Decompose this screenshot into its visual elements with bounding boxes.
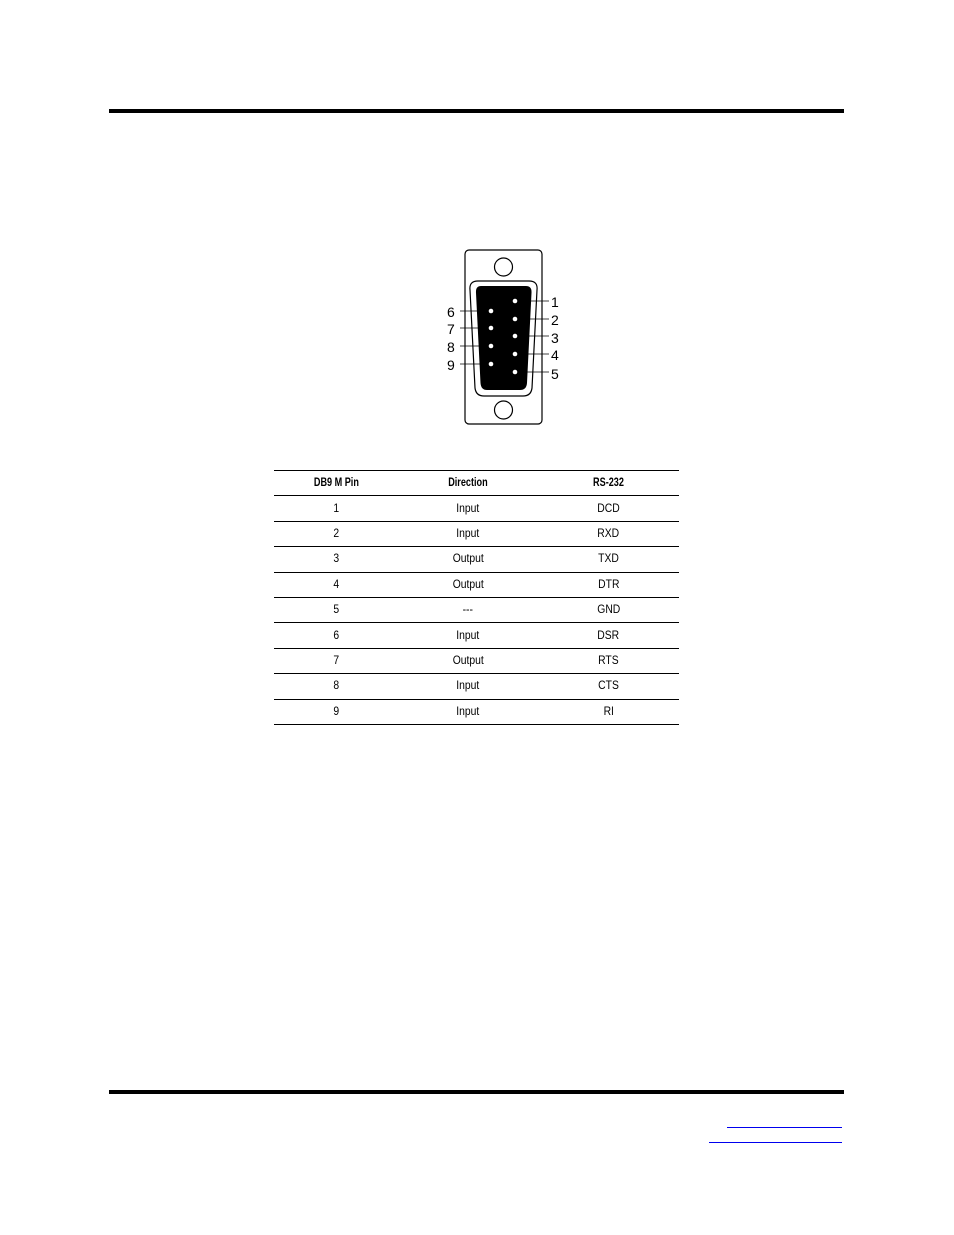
pin-label: 5 (551, 366, 559, 382)
pin-label: 9 (447, 357, 455, 373)
cell-direction: Input (398, 521, 538, 546)
cell-direction: Output (398, 547, 538, 572)
cell-direction: Output (398, 648, 538, 673)
cell-direction: Output (398, 572, 538, 597)
cell-pin: 6 (274, 623, 398, 648)
connector-face (476, 286, 532, 390)
pin-label: 8 (447, 339, 455, 355)
cell-signal: RI (538, 699, 679, 724)
footer-link-underline-1[interactable] (727, 1127, 842, 1128)
pin-dot (513, 334, 518, 339)
cell-direction: Input (398, 496, 538, 521)
pin-table-header-row (274, 471, 679, 496)
header-pin: DB9 M Pin (281, 471, 390, 496)
table-row (274, 623, 679, 648)
table-row (274, 699, 679, 724)
pin-dot (489, 326, 494, 331)
mounting-hole-top (495, 258, 513, 276)
pin-label: 1 (551, 294, 559, 310)
table-row (274, 496, 679, 521)
pin-dot (513, 352, 518, 357)
cell-pin: 4 (274, 572, 398, 597)
cell-direction: Input (398, 623, 538, 648)
pin-label: 3 (551, 330, 559, 346)
cell-direction: Input (398, 699, 538, 724)
cell-direction: --- (398, 597, 538, 622)
cell-pin: 9 (274, 699, 398, 724)
pin-label: 7 (447, 321, 455, 337)
footer-rule (109, 1090, 844, 1094)
cell-signal: RXD (538, 521, 679, 546)
cell-pin: 8 (274, 674, 398, 699)
pin-label: 2 (551, 312, 559, 328)
db9-connector-diagram (440, 248, 570, 428)
cell-pin: 7 (274, 648, 398, 673)
table-row (274, 648, 679, 673)
table-row (274, 547, 679, 572)
pin-dot (489, 344, 494, 349)
cell-signal: DTR (538, 572, 679, 597)
pin-dot (489, 309, 494, 314)
pin-table (274, 470, 679, 725)
cell-pin: 2 (274, 521, 398, 546)
cell-pin: 5 (274, 597, 398, 622)
cell-signal: GND (538, 597, 679, 622)
footer-link-underline-2[interactable] (709, 1142, 842, 1143)
cell-pin: 1 (274, 496, 398, 521)
table-row (274, 674, 679, 699)
cell-signal: CTS (538, 674, 679, 699)
cell-direction: Input (398, 674, 538, 699)
pin-label: 4 (551, 347, 559, 363)
mounting-hole-bottom (495, 401, 513, 419)
table-row (274, 597, 679, 622)
pin-dot (513, 370, 518, 375)
table-row (274, 521, 679, 546)
pin-label: 6 (447, 304, 455, 320)
cell-signal: RTS (538, 648, 679, 673)
header-rs232: RS-232 (546, 471, 670, 496)
cell-signal: DCD (538, 496, 679, 521)
header-rule (109, 109, 844, 113)
header-direction: Direction (406, 471, 529, 496)
pin-dot (513, 299, 518, 304)
cell-signal: DSR (538, 623, 679, 648)
cell-pin: 3 (274, 547, 398, 572)
pin-dot (513, 317, 518, 322)
table-row (274, 572, 679, 597)
cell-signal: TXD (538, 547, 679, 572)
pin-dot (489, 362, 494, 367)
